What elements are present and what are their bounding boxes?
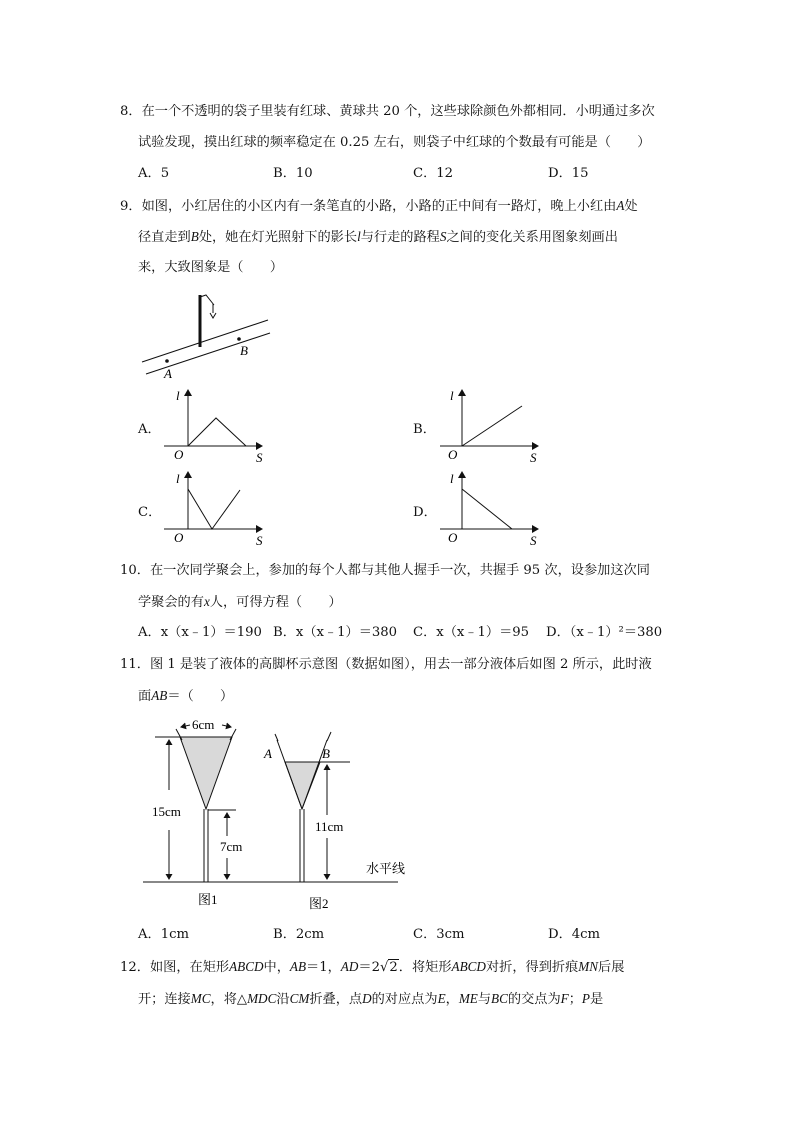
q12-line2: 开；连接MC，将△MDC沿CM折叠，点D的对应点为E，ME与BC的交点为F；P是 bbox=[138, 991, 604, 1007]
q11-line1: 11．图 1 是装了液体的高脚杯示意图（数据如图），用去一部分液体后如图 2 所示，此时液 bbox=[120, 657, 652, 672]
svg-text:l: l bbox=[176, 388, 180, 403]
q9-option-b-label: B． bbox=[413, 422, 436, 437]
q10-line1: 10．在一次同学聚会上，参加的每个人都与其他人握手一次，共握手 95 次，设参加这次同 bbox=[120, 563, 650, 578]
svg-text:S: S bbox=[530, 450, 537, 465]
svg-text:11cm: 11cm bbox=[315, 819, 344, 834]
sqrt-symbol: √2 bbox=[379, 960, 398, 975]
q9-option-d-label: D． bbox=[413, 505, 437, 520]
svg-text:O: O bbox=[174, 530, 184, 545]
goblet-2 bbox=[263, 732, 350, 911]
point-b-label: B bbox=[240, 343, 248, 358]
q11-option-b: B．2cm bbox=[273, 927, 325, 942]
svg-text:6cm: 6cm bbox=[192, 717, 215, 732]
svg-text:S: S bbox=[256, 450, 263, 465]
q12-line1: 12．如图，在矩形ABCD中，AB＝1，AD＝2√2．将矩形ABCD对折，得到折痕MN后展 bbox=[120, 959, 625, 975]
q10-option-c: C．x（x﹣1）＝95 bbox=[413, 625, 530, 640]
caption-2: 图2 bbox=[309, 896, 329, 911]
q8-line1: 8．在一个不透明的袋子里装有红球、黄球共 20 个，这些球除颜色外都相同．小明通过多次 bbox=[120, 104, 655, 119]
svg-text:l: l bbox=[450, 388, 454, 403]
q11-option-c: C．3cm bbox=[413, 927, 465, 942]
q8-line2: 试验发现，摸出红球的频率稳定在 0.25 左右，则袋子中红球的个数最有可能是（ ） bbox=[138, 135, 651, 150]
q9-line2: 径直走到B处，她在灯光照射下的影长l与行走的路程S之间的变化关系用图象刻画出 bbox=[138, 229, 618, 245]
q8-option-d: D．15 bbox=[548, 166, 589, 181]
q8-option-a: A．5 bbox=[138, 166, 170, 181]
q10-line2: 学聚会的有x人，可得方程（ ） bbox=[138, 594, 342, 610]
q11-option-a: A．1cm bbox=[138, 927, 189, 942]
q9-line3: 来，大致图象是（ ） bbox=[138, 260, 284, 275]
svg-text:15cm: 15cm bbox=[152, 804, 181, 819]
svg-text:l: l bbox=[176, 471, 180, 486]
q10-option-a: A．x（x﹣1）＝190 bbox=[138, 625, 262, 640]
svg-text:O: O bbox=[448, 447, 458, 462]
q8-option-b: B．10 bbox=[273, 166, 313, 181]
q11-line2: 面AB＝（ ） bbox=[138, 688, 234, 704]
q9-option-a-label: A． bbox=[138, 422, 161, 437]
q10-option-d: D．（x﹣1）²＝380 bbox=[546, 625, 663, 640]
horizon-label: 水平线 bbox=[366, 861, 406, 876]
svg-text:S: S bbox=[256, 533, 263, 548]
svg-text:B: B bbox=[322, 746, 330, 761]
q8-option-c: C．12 bbox=[413, 166, 454, 181]
svg-text:7cm: 7cm bbox=[220, 839, 243, 854]
svg-text:O: O bbox=[448, 530, 458, 545]
q10-option-b: B．x（x﹣1）＝380 bbox=[273, 625, 398, 640]
q9-option-c-label: C． bbox=[138, 505, 162, 520]
svg-text:O: O bbox=[174, 447, 184, 462]
caption-1: 图1 bbox=[198, 892, 218, 907]
goblet-1 bbox=[152, 717, 242, 907]
svg-text:A: A bbox=[264, 746, 272, 761]
q9-line1: 9．如图，小红居住的小区内有一条笔直的小路，小路的正中间有一路灯，晚上小红由A处 bbox=[120, 198, 638, 214]
svg-text:S: S bbox=[530, 533, 537, 548]
svg-text:l: l bbox=[450, 471, 454, 486]
q11-option-d: D．4cm bbox=[548, 927, 601, 942]
point-a-label: A bbox=[164, 366, 172, 381]
